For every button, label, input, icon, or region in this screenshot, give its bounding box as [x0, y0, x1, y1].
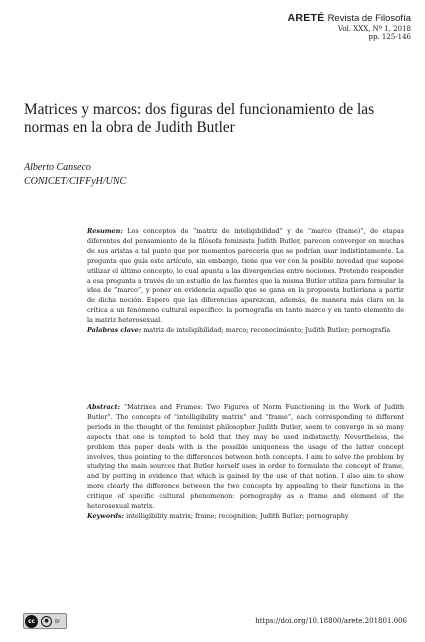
- abstract-english: [87, 403, 404, 522]
- abstract-spanish-label: Resumen: [87, 227, 121, 235]
- keywords-english-label: Keywords: [87, 511, 122, 520]
- journal-pages: pp. 125-146: [368, 32, 411, 41]
- abstract-english-label: Abstract: [87, 403, 118, 411]
- abstract-spanish-text: Los conceptos de “matriz de inteligibilidad” y de “marco (frame)”, de etapas diferentes del pensamiento de la filósofa feminista Judith Butler, parecen converger en muchas de sus aristas a tal punto que por momentos parecería que se podrían usar indistintamente. La pregunta que guía este artículo, sin embargo, tiene que ver con la posible novedad que supone utilizar el último concepto, lo cual apunta a las divergencias entre nociones. Pretendo responder a esa pregunta a través de un estudio de las fuentes que la misma Butler utiliza para formular la idea de “marco”, y poner en evidencia aquello que se gana en la propuesta butleriana a partir de dicha noción. Espero que las diferencias aparezcan, además, de manera más clara en la crítica a un fenómeno cultural específico: la pornografía en tanto marco y en tanto elemento de la matriz heterosexual.: [87, 227, 405, 325]
- journal-header: [287, 12, 411, 41]
- cc-by-label: BY: [55, 618, 60, 624]
- keywords-english-text: intelligibility matrix; frame; recognition; Judith Butler; pornography: [126, 511, 349, 520]
- abstract-english-text: “Matrixes and Frames: Two Figures of Norm Functioning in the Work of Judith Butler”. The concepts of “intelligibility matrix” and “frame”, each corresponding to different periods in the thought of the feminist philosopher Judith Butler, seem to converge in so many aspects that one is tempted to hold that they may be used indistinctly. Nevertheless, the problem this paper deals with is the possible uniqueness the usage of the latter concept involves, thus pointing to the differences between both concepts. I aim to solve the problem by studying the main sources that Butler herself uses in order to formulate the concept of frame, and by putting in evidence that which is gained by the use of that notion. I also aim to show more clearly the difference between the two concepts by appealing to their functions in the critique of specific cultural phenomenon: pornography as a frame and element of the heterosexual matrix.: [87, 403, 404, 511]
- article-affiliation: CONICET/CIFFyH/UNC: [24, 176, 127, 187]
- keywords-spanish-text: matriz de inteligibilidad; marco; reconocimiento; Judith Butler; pornografía: [143, 326, 391, 335]
- abstract-spanish-body: [87, 227, 404, 326]
- abstract-spanish: [87, 227, 404, 336]
- page-footer: [0, 608, 425, 638]
- cc-logo-icon: cc: [25, 615, 38, 628]
- label-colon: :: [138, 326, 142, 335]
- keywords-spanish: [87, 326, 404, 336]
- journal-volume: Vol. XXX, Nº 1, 2018: [337, 24, 411, 33]
- doi-link[interactable]: https://doi.org/10.18800/arete.201801.006: [255, 617, 407, 625]
- journal-name: [287, 12, 411, 25]
- person-icon: ●: [41, 616, 52, 627]
- keywords-spanish-label: Palabras clave: [87, 326, 139, 335]
- article-author: Alberto Canseco: [24, 162, 91, 173]
- cc-license-badge[interactable]: [23, 613, 67, 629]
- label-colon: :: [117, 403, 120, 411]
- abstract-english-body: [87, 403, 404, 512]
- label-colon: :: [121, 511, 125, 520]
- journal-short-name: ARETÉ: [287, 12, 325, 24]
- journal-subtitle: Revista de Filosofía: [327, 13, 411, 24]
- article-title: Matrices y marcos: dos figuras del funcionamiento de las normas en la obra de Judith Butler: [24, 101, 375, 136]
- label-colon: :: [120, 227, 123, 235]
- keywords-english: [87, 512, 404, 522]
